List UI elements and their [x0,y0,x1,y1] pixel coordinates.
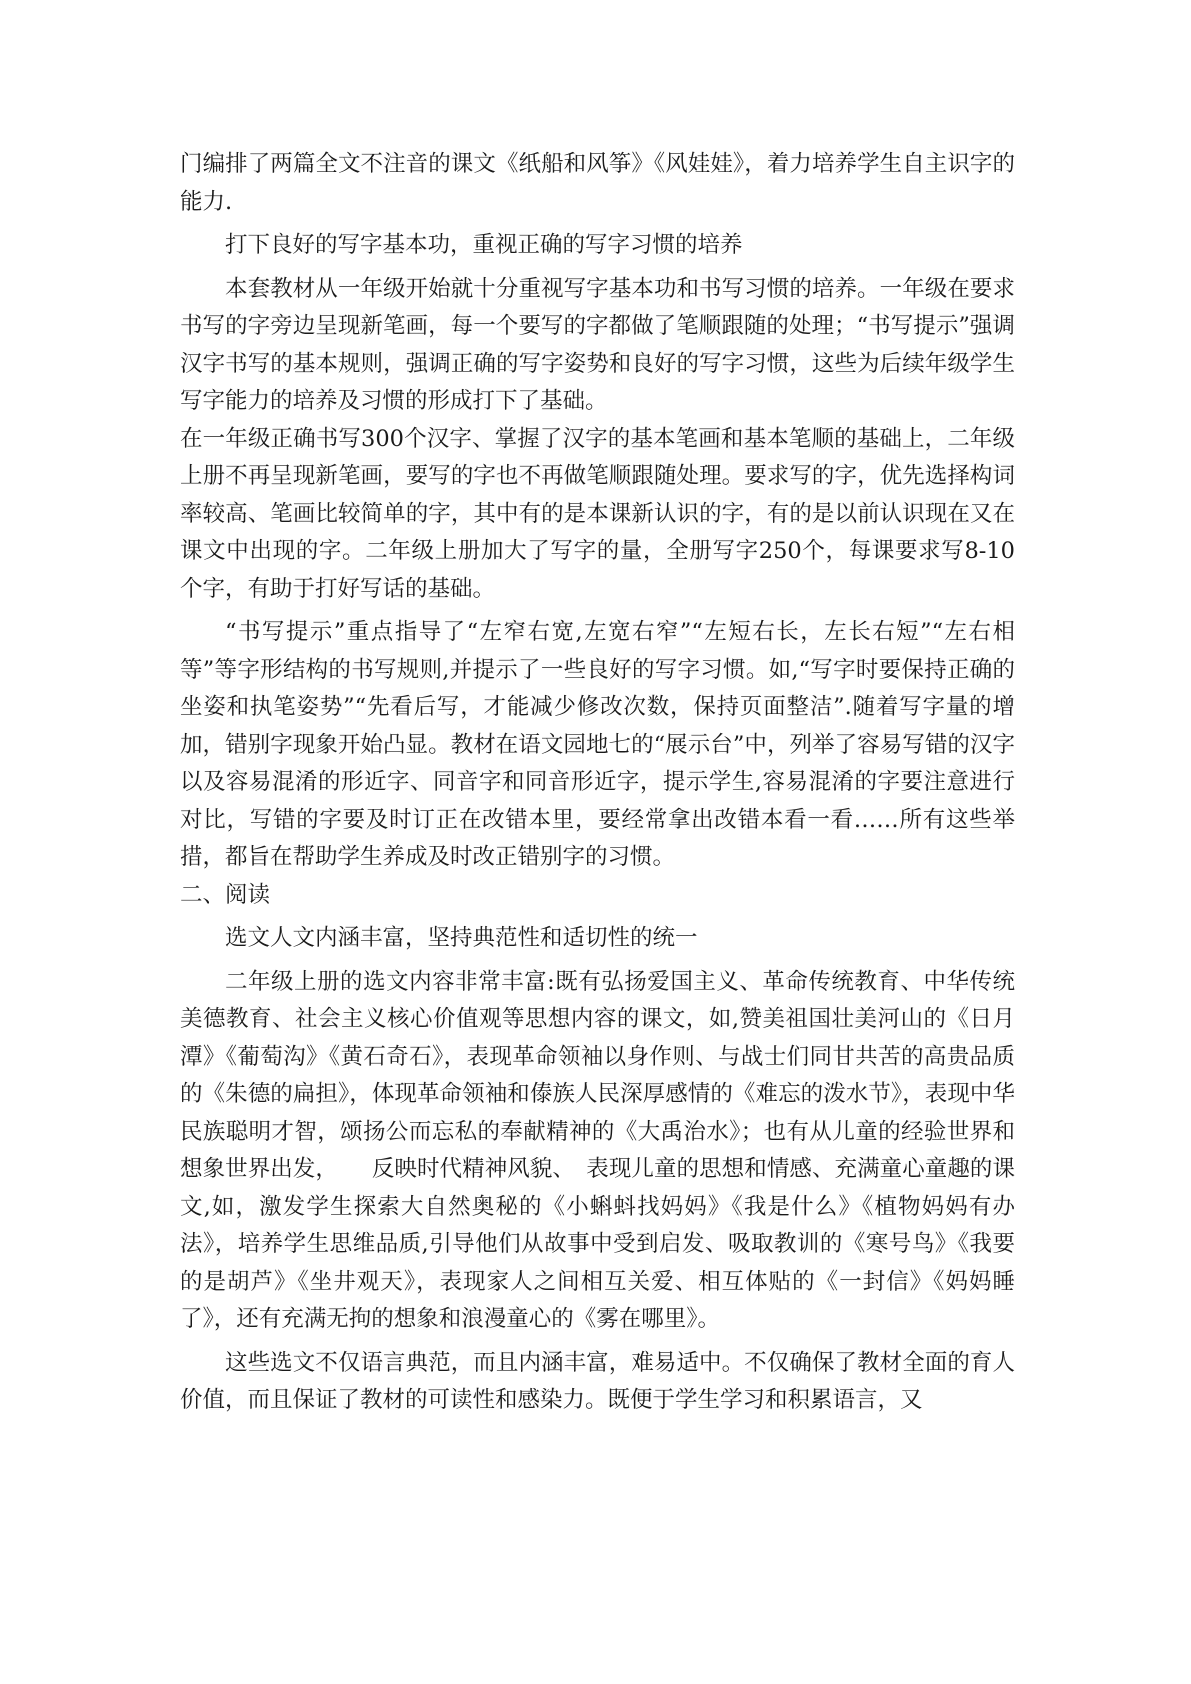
paragraph-reading-value: 这些选文不仅语言典范，而且内涵丰富，难易适中。不仅确保了教材全面的育人价值，而且保证了教材的可读性和感染力。既便于学生学习和积累语言，又 [180,1349,1015,1413]
paragraph-writing-tips: “书写提示”重点指导了“左窄右宽,左宽右窄”“左短右长，左长右短”“左右相等”等字形结构的书写规则,并提示了一些良好的写字习惯。如,“写字时要保持正确的坐姿和执笔姿势”“先看后写，才能减少修改次数，保持页面整洁”.随着写字量的增加，错别字现象开始凸显。教材在语文园地七的“展示台”中，列举了容易写错的汉字以及容易混淆的形近字、同音字和同音形近字，提示学生,容易混淆的字要注意进行对比，写错的字要及时订正在改错本里，要经常拿出改错本看一看……所有这些举措，都旨在帮助学生养成及时改正错别字的习惯。 [180,619,1015,870]
paragraph-reading-content: 二年级上册的选文内容非常丰富:既有弘扬爱国主义、革命传统教育、中华传统美德教育、社会主义核心价值观等思想内容的课文，如,赞美祖国壮美河山的《日月潭》《葡萄沟》《黄石奇石》，表现革命领袖以身作则、与战士们同甘共苦的高贵品质的《朱德的扁担》，体现革命领袖和傣族人民深厚感情的《难忘的泼水节》，表现中华民族聪明才智，颂扬公而忘私的奉献精神的《大禹治水》；也有从儿童的经验世界和想象世界出发， 反映时代精神风貌、 表现儿童的思想和情感、充满童心童趣的课文,如，激发学生探索大自然奥秘的《小蝌蚪找妈妈》《我是什么》《植物妈妈有办法》，培养学生思维品质,引导他们从故事中受到启发、吸取教训的《寒号鸟》《我要的是胡芦》《坐井观天》，表现家人之间相互关爱、相互体贴的《一封信》《妈妈睡了》，还有充满无拘的想象和浪漫童心的《雾在哪里》。 [180,968,1015,1332]
subheading-reading-selection: 选文人文内涵丰富，坚持典范性和适切性的统一 [225,925,698,951]
paragraph-continuation: 门编排了两篇全文不注音的课文《纸船和风筝》《风娃娃》，着力培养学生自主识字的能力. [180,151,1015,215]
section-title-reading: 二、阅读 [180,881,271,908]
paragraph-writing-habits: 本套教材从一年级开始就十分重视写字基本功和书写习惯的培养。一年级在要求书写的字旁边呈现新笔画，每一个要写的字都做了笔顺跟随的处理；“书写提示”强调汉字书写的基本规则，强调正确的写字姿势和良好的写字习惯，这些为后续年级学生写字能力的培养及习惯的形成打下了基础。 [180,275,1015,414]
document-body [180,146,1015,1420]
subheading-writing-basics: 打下良好的写字基本功，重视正确的写字习惯的培养 [225,232,743,258]
paragraph-grade-two-writing: 在一年级正确书写300个汉字、掌握了汉字的基本笔画和基本笔顺的基础上，二年级上册不再呈现新笔画，要写的字也不再做笔顺跟随处理。要求写的字，优先选择构词率较高、笔画比较简单的字，其中有的是本课新认识的字，有的是以前认识现在又在课文中出现的字。二年级上册加大了写字的量，全册写字250个，每课要求写8-10个字，有助于打好写话的基础。 [180,425,1015,602]
